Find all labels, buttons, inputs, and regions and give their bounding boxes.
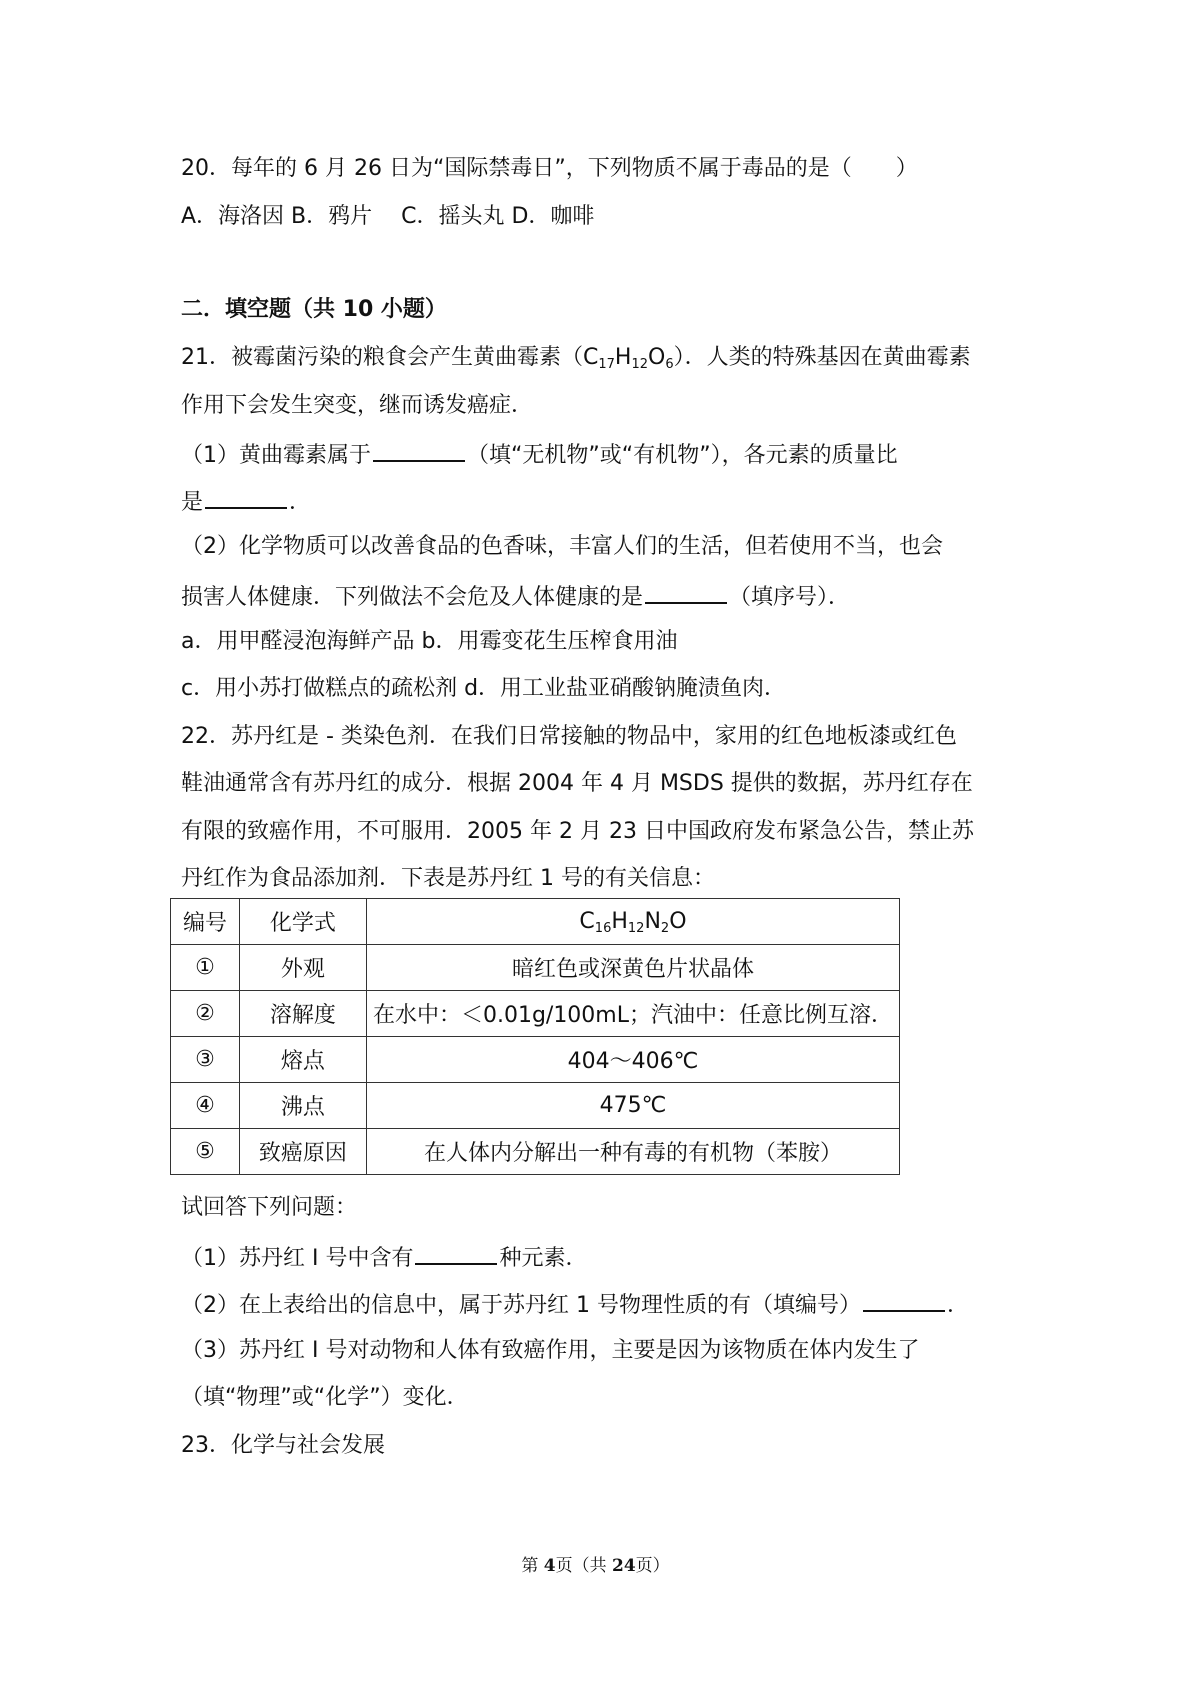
q23-stem: 23．化学与社会发展 [181,1433,385,1458]
element-symbol: O [669,909,687,934]
part-text: ． [289,490,312,515]
row-value: 在人体内分解出一种有毒的有机物（苯胺） [366,1129,899,1175]
subscript: 12 [631,357,648,372]
part-text: 种元素． [499,1246,588,1271]
part-text: 损害人体健康．下列做法不会危及人体健康的是 [181,585,644,610]
header-formula: 化学式 [239,899,366,945]
answer-blank[interactable] [863,1288,945,1312]
subscript: 17 [598,357,615,372]
subscript: 2 [660,921,670,936]
q21-part2-cont [181,580,850,613]
q21-part1 [181,438,898,471]
q21-stem-text: 21．被霉菌污染的粮食会产生黄曲霉素（C [181,345,599,370]
element-symbol: C [579,909,595,934]
part-text: （1）黄曲霉素属于 [181,443,371,468]
footer-text: 页） [635,1556,670,1576]
element-symbol: O [648,345,666,370]
part-text: （2）在上表给出的信息中，属于苏丹红 1 号物理性质的有（填编号） [181,1293,861,1318]
row-number: ⑤ [171,1129,240,1175]
q20-stem: 20．每年的 6 月 26 日为“国际禁毒日”，下列物质不属于毒品的是（ ） [181,156,918,181]
q21-part1-cont [181,485,311,518]
subscript: 16 [594,921,612,936]
part-text: ． [946,1293,969,1318]
q22-line1: 22．苏丹红是 - 类染色剂．在我们日常接触的物品中，家用的红色地板漆或红色 [181,724,957,749]
part-text: （填“无机物”或“有机物”），各元素的质量比 [467,443,898,468]
part-text: 是 [181,490,204,515]
answer-blank[interactable] [205,485,287,509]
table-row [171,1037,900,1083]
answer-blank[interactable] [373,438,465,462]
total-pages: 24 [611,1556,636,1576]
footer-text: 第 [521,1556,544,1576]
subscript: 6 [665,357,674,372]
q21-part2: （2）化学物质可以改善食品的色香味，丰富人们的生活，但若使用不当，也会 [181,534,943,559]
formula-cell [366,899,899,945]
q20-options: A．海洛因 B．鸦片 C．摇头丸 D．咖啡 [181,204,595,229]
row-value: 404～406℃ [366,1037,899,1083]
row-property: 熔点 [239,1037,366,1083]
table-header-row [171,899,900,945]
q22-sub1 [181,1241,588,1274]
subscript: 12 [627,921,645,936]
row-value: 475℃ [366,1083,899,1129]
row-number: ② [171,991,240,1037]
q22-line4: 丹红作为食品添加剂．下表是苏丹红 1 号的有关信息： [181,866,715,891]
q21-line2: 作用下会发生突变，继而诱发癌症． [181,393,534,418]
answer-blank[interactable] [645,580,727,604]
q22-line3: 有限的致癌作用，不可服用．2005 年 2 月 23 日中国政府发布紧急公告，禁止苏 [181,819,974,844]
row-property: 致癌原因 [239,1129,366,1175]
element-symbol: N [644,909,661,934]
part-text: （1）苏丹红 I 号中含有 [181,1246,414,1271]
page-number: 4 [543,1556,556,1576]
row-property: 沸点 [239,1083,366,1129]
q22-sub3-cont: （填“物理”或“化学”）变化． [181,1385,469,1410]
q22-line2: 鞋油通常含有苏丹红的成分．根据 2004 年 4 月 MSDS 提供的数据，苏丹红存在 [181,771,973,796]
q21-stem [181,343,971,373]
q21-options-ab: a．用甲醛浸泡海鲜产品 b．用霉变花生压榨食用油 [181,629,678,654]
row-value: 在水中：＜0.01g/100mL；汽油中：任意比例互溶． [366,991,899,1037]
q21-options-cd: c．用小苏打做糕点的疏松剂 d．用工业盐亚硝酸钠腌渍鱼肉． [181,676,787,701]
answer-blank[interactable] [415,1241,497,1265]
row-property: 溶解度 [239,991,366,1037]
header-number: 编号 [171,899,240,945]
table-row [171,1129,900,1175]
table-row [171,1083,900,1129]
section-heading: 二．填空题（共 10 小题） [181,297,447,322]
table-row [171,991,900,1037]
page-footer [0,1551,1191,1576]
q21-stem-text: ）．人类的特殊基因在黄曲霉素 [673,345,971,370]
row-number: ① [171,945,240,991]
q22-sub2 [181,1288,969,1321]
row-number: ③ [171,1037,240,1083]
table-row [171,945,900,991]
row-number: ④ [171,1083,240,1129]
footer-text: 页（共 [555,1556,612,1576]
row-value: 暗红色或深黄色片状晶体 [366,945,899,991]
row-property: 外观 [239,945,366,991]
element-symbol: H [611,909,628,934]
q22-sub3: （3）苏丹红 I 号对动物和人体有致癌作用，主要是因为该物质在体内发生了 [181,1338,920,1363]
q22-ask: 试回答下列问题： [181,1195,358,1220]
part-text: （填序号）． [729,585,851,610]
element-symbol: H [614,345,632,370]
sudan-red-info-table [170,898,900,1175]
